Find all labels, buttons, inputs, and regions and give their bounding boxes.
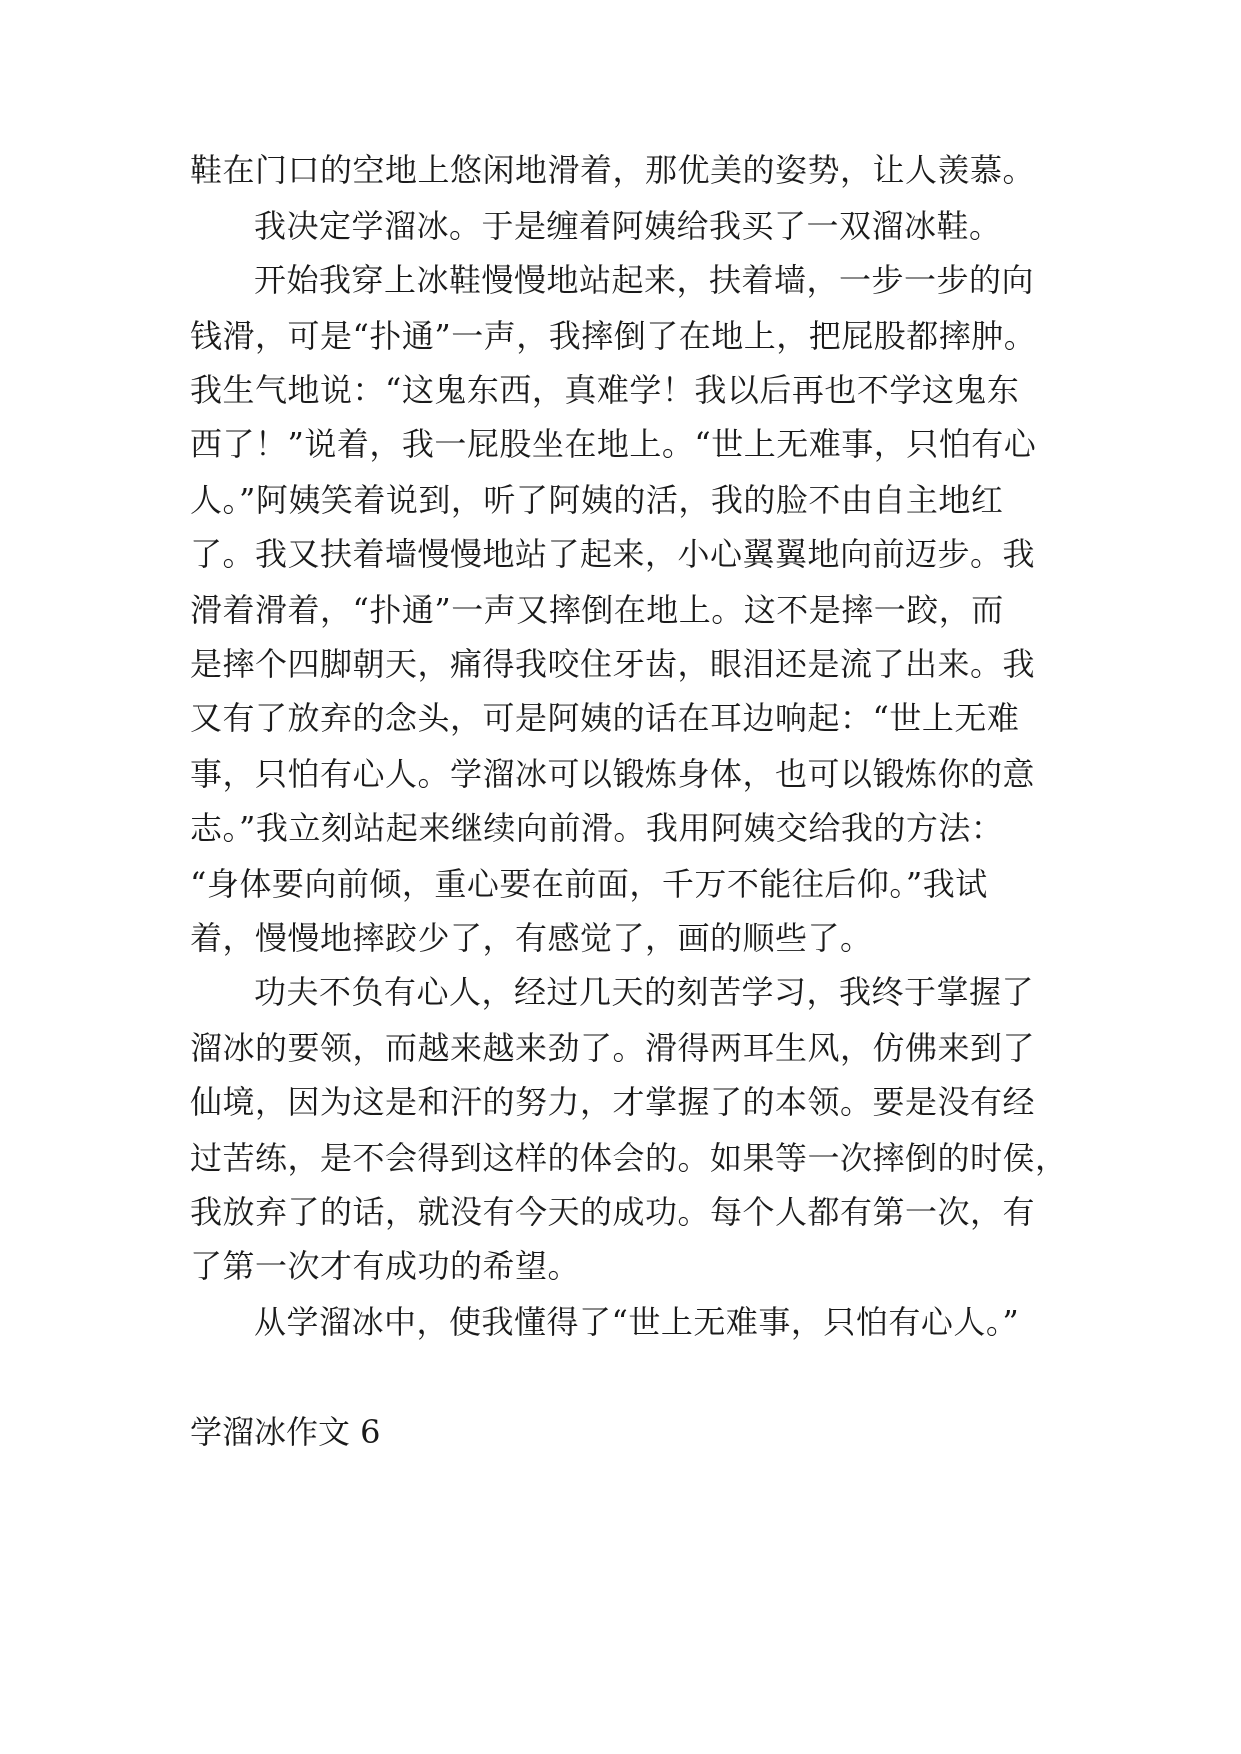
text-line: 西了！”说着，我一屁股坐在地上。“世上无难事，只怕有心 xyxy=(190,425,1037,463)
text-line: 事，只怕有心人。学溜冰可以锻炼身体，也可以锻炼你的意 xyxy=(190,755,1036,793)
text-line: 仙境，因为这是和汗的努力，才掌握了的本领。要是没有经 xyxy=(190,1083,1036,1121)
text-line: 我放弃了的话，就没有今天的成功。每个人都有第一次，有 xyxy=(190,1193,1036,1231)
text-line: 过苦练，是不会得到这样的体会的。如果等一次摔倒的时侯， xyxy=(190,1139,1068,1177)
text-line: 志。”我立刻站起来继续向前滑。我用阿姨交给我的方法： xyxy=(190,809,1004,847)
text-line: 人。”阿姨笑着说到，听了阿姨的活，我的脸不由自主地红 xyxy=(190,481,1004,519)
text-line: 了。我又扶着墙慢慢地站了起来，小心翼翼地向前迈步。我 xyxy=(190,535,1036,573)
text-line: 鞋在门口的空地上悠闲地滑着，那优美的姿势，让人羡慕。 xyxy=(190,151,1036,189)
text-line: 又有了放弃的念头，可是阿姨的话在耳边响起：“世上无难 xyxy=(190,699,1020,737)
text-line: 我决定学溜冰。于是缠着阿姨给我买了一双溜冰鞋。 xyxy=(254,207,1002,245)
text-line: 着，慢慢地摔跤少了，有感觉了，画的顺些了。 xyxy=(190,919,873,957)
text-line: 钱滑，可是“扑通”一声，我摔倒了在地上，把屁股都摔肿。 xyxy=(190,317,1037,355)
text-line: 从学溜冰中，使我懂得了“世上无难事，只怕有心人。” xyxy=(254,1303,1020,1341)
text-line: 我生气地说：“这鬼东西，真难学！我以后再也不学这鬼东 xyxy=(190,371,1020,409)
text-line: 是摔个四脚朝天，痛得我咬住牙齿，眼泪还是流了出来。我 xyxy=(190,645,1036,683)
text-line: 溜冰的要领，而越来越来劲了。滑得两耳生风，仿佛来到了 xyxy=(190,1029,1036,1067)
text-line: 功夫不负有心人，经过几天的刻苦学习，我终于掌握了 xyxy=(254,973,1035,1011)
section-heading: 学溜冰作文 6 xyxy=(190,1413,381,1451)
text-line: 滑着滑着，“扑通”一声又摔倒在地上。这不是摔一跤，而 xyxy=(190,591,1004,629)
text-line: “身体要向前倾，重心要在前面，千万不能往后仰。”我试 xyxy=(190,865,988,903)
text-line: 了第一次才有成功的希望。 xyxy=(190,1247,581,1285)
text-line: 开始我穿上冰鞋慢慢地站起来，扶着墙，一步一步的向 xyxy=(254,261,1035,299)
